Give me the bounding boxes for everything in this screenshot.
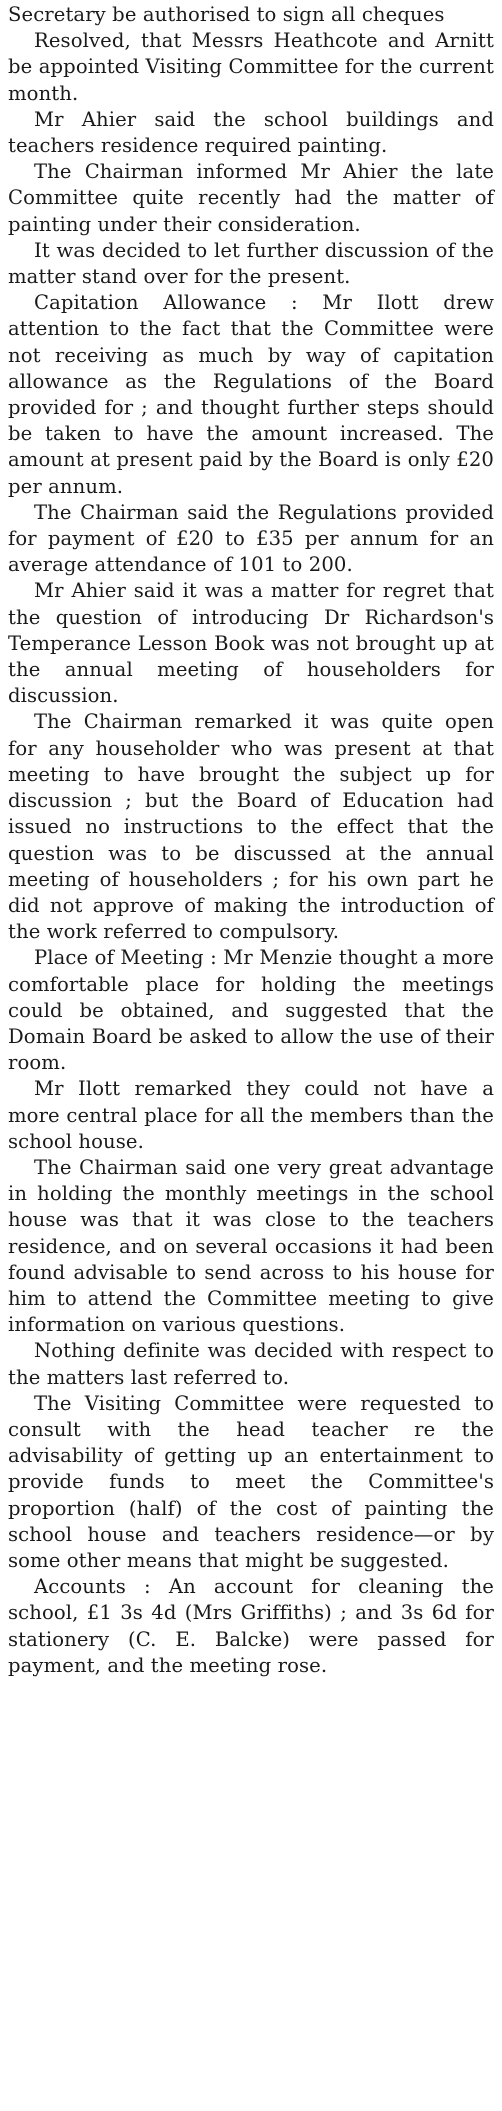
paragraph-temperance-book: Mr Ahier said it was a matter for regret that the question of introducing Dr Richardson's Temperance Lesson Book was not brought up at the annual meeting of householders for discussion. [8, 579, 494, 708]
paragraph-visiting-committee-resolution: Resolved, that Messrs Heathcote and Arnitt be appointed Visiting Committee for the current month. [8, 29, 494, 105]
paragraph-entertainment: The Visiting Committee were requested to consult with the head teacher re the advisability of getting up an entertainment to provide funds to meet the Committee's proportion (half) of the cost of painting the school house and teachers residence—or by some other means that might be suggested. [8, 1391, 494, 1572]
paragraph-chairman-remark: The Chairman remarked it was quite open for any householder who was present at that meeting to have brought the subject up for discussion ; but the Board of Education had issued no instructions to the effect that the question was to be discussed at the annual meeting of householders ; for his own part he did not approve of making the introduction of the work referred to compulsory. [8, 710, 494, 944]
paragraph-place-of-meeting: Place of Meeting : Mr Menzie thought a more comfortable place for holding the meetings could be obtained, and suggested that the Domain Board be asked to allow the use of their room. [8, 946, 494, 1075]
paragraph-nothing-decided: Nothing definite was decided with respect to the matters last referred to. [8, 1339, 494, 1389]
paragraph-accounts: Accounts : An account for cleaning the school, £1 3s 4d (Mrs Griffiths) ; and 3s 6d for stationery (C. E. Balcke) were passed for payment, and the meeting rose. [8, 1575, 494, 1677]
paragraph-painting-required: Mr Ahier said the school buildings and teachers residence required painting. [8, 107, 494, 158]
paragraph-signing-cheques: Secretary be authorised to sign all cheques [8, 3, 445, 26]
paragraph-central-place: Mr Ilott remarked they could not have a more central place for all the members than the school house. [8, 1077, 494, 1153]
paragraph-capitation-allowance: Capitation Allowance : Mr Ilott drew attention to the fact that the Committee were not receiving as much by way of capitation allowance as the Regulations of the Board provided for ; and thought further steps should be taken to have the amount increased. The amount at present paid by the Board is only £20 per annum. [8, 291, 494, 498]
paragraph-discussion-deferred: It was decided to let further discussion of the matter stand over for the present. [8, 238, 494, 289]
paragraph-school-house-advantage: The Chairman said one very great advantage in holding the monthly meetings in the school house was that it was close to the teachers residence, and on several occasions it had been found advisable to send across to his house for him to attend the Committee meeting to give information on various questions. [8, 1155, 494, 1337]
paragraph-late-committee: The Chairman informed Mr Ahier the late Committee quite recently had the matter of painting under their consideration. [8, 160, 494, 236]
paragraph-regulations: The Chairman said the Regulations provided for payment of £20 to £35 per annum for an average attendance of 101 to 200. [8, 500, 494, 577]
